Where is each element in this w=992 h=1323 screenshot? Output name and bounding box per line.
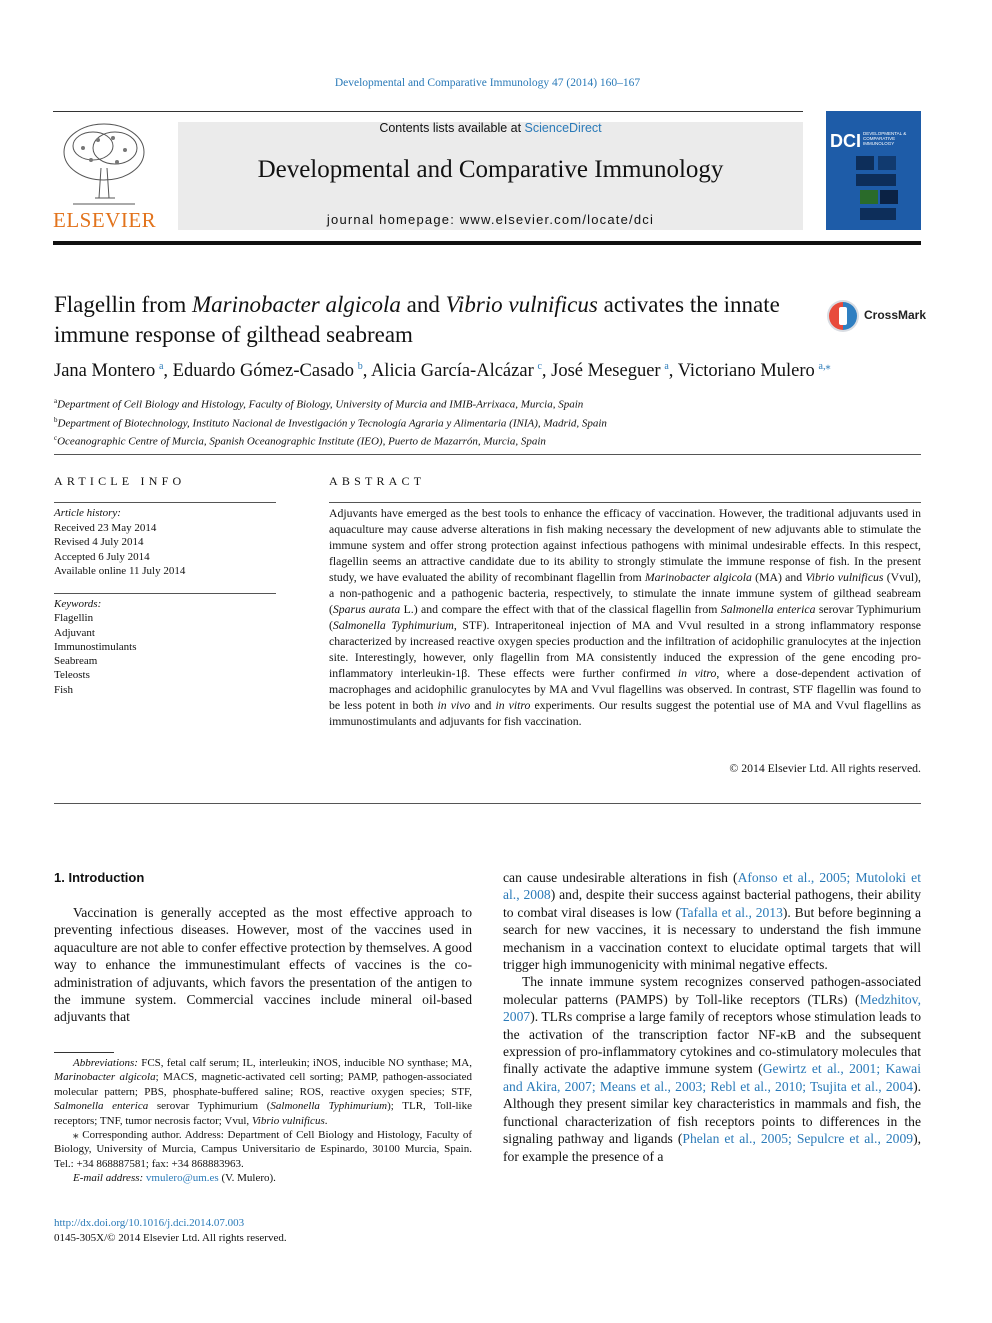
affiliation: $^c$Oceanographic Centre of Murcia, Spanish Oceanographic Institute (IEO), Puerto de Mazarrón, Murcia, Spain (54, 434, 546, 448)
author-affil-sup[interactable]: b (357, 361, 363, 372)
crossmark-label: CrossMark (864, 308, 927, 322)
cover-title: DEVELOPMENTAL & COMPARATIVE IMMUNOLOGY (863, 131, 907, 146)
article-title: Flagellin from Marinobacter algicola and Vibrio vulnificus activates the innate immune response of gilthead seabream (54, 292, 780, 347)
cover-images-icon (856, 156, 916, 226)
abstract-rule (329, 502, 921, 503)
paragraph: The innate immune system recognizes conserved pathogen-associated molecular patterns (PAMPS) by Toll-like receptors (TLRs) (Medzhitov, 2007). TLRs comprise a large family of receptors whose stimulation leads to the activation of the transcription factor NF-κB and the subsequent expression of pro-inflammatory cytokines and co-stimulatory molecules that finally activate the adaptive immune system (Gewirtz et al., 2001; Kawai and Akira, 2007; Means et al., 2003; Rebl et al., 2010; Tsujita et al., 2004). Although they present similar key characteristics in mammals and fish, the functional characterization of fish receptors points to differences in the signaling pathway and ligands (Phelan et al., 2005; Sepulcre et al., 2009), for example the presence of a (503, 974, 921, 1164)
footnotes (54, 1056, 472, 1186)
author: José Meseguer (551, 361, 661, 382)
journal-cover[interactable] (826, 111, 921, 230)
elsevier-tree-icon (53, 118, 155, 208)
author: Alicia García-Alcázar (370, 361, 534, 382)
keyword: Flagellin (54, 612, 94, 625)
affiliation: $^b$Department of Biotechnology, Instituto Nacional de Investigación y Tecnología Agraria y Alimentaria (INIA), Madrid, Spain (54, 415, 607, 430)
history-item: Received 23 May 2014 (54, 521, 157, 534)
article-info-rule (54, 502, 276, 503)
author: Victoriano Mulero (677, 361, 815, 382)
body-column-right (503, 869, 921, 1165)
cover-abbrev: DCI (830, 131, 861, 151)
author-affil-sup[interactable]: a,⁎ (818, 361, 831, 372)
header-thick-rule (53, 241, 921, 245)
author: Eduardo Gómez-Casado (172, 361, 354, 382)
corresponding-footnote: ⁎ Corresponding author. Address: Department of Cell Biology and Histology, Faculty of Biology, University of Murcia, Campus Universitario de Espinardo, 30100 Murcia, Spain. Tel.: +34 868887581; fax: +34 868883963. (54, 1129, 472, 1170)
citation-link[interactable]: Gewirtz et al., 2001; Kawai and Akira, 2007; Means et al., 2003; Rebl et al., 2010; Tsujita et al., 2004 (503, 1061, 921, 1094)
crossmark-icon (826, 298, 860, 334)
elsevier-logo (53, 118, 155, 230)
doi-link[interactable]: http://dx.doi.org/10.1016/j.dci.2014.07.003 (54, 1217, 245, 1229)
citation-link[interactable]: Phelan et al., 2005; Sepulcre et al., 2009 (682, 1131, 914, 1147)
email-link[interactable]: vmulero@um.es (145, 1172, 219, 1185)
abstract-text: Adjuvants have emerged as the best tools to enhance the efficacy of vaccination. However, the traditional adjuvants used in aquaculture may cause adverse alterations in fish making necessary the development of new adjuvants able to stimulate the immune system and offer strong protection against infectious pathogens with minimal undesirable effects. In this respect, flagellin seems an attractive candidate due to its ability to strongly stimulate the immune response of fish. In the present study, we have evaluated the ability of recombinant flagellin from Marinobacter algicola (MA) and Vibrio vulnificus (Vvul), a non-pathogenic and a pathogenic bacteria, respectively, to stimulate the innate immune system of gilthead seabream (Sparus aurata L.) and compare the effect with that of the classical flagellin from Salmonella enterica serovar Typhimurium (Salmonella Typhimurium, STF). Intraperitoneal injection of MA and Vvul resulted in a strong inflammatory response characterized by increased reactive oxygen species production and the infiltration of acidophilic granulocytes at the injection site. Interestingly, however, only flagellin from MA consistently induced the expression of the gene encoding pro-inflammatory interleukin-1β. These effects were further confirmed in vitro, where a dose-dependent activation of macrophages and acidophilic granulocytes by MA and Vvul flagellins was observed. In contrast, STF flagellin was found to be less potent in both in vivo and in vitro experiments. Our results suggest the potential use of MA and Vvul flagellins as immunostimulants and adjuvants for fish vaccination. (329, 507, 921, 728)
citation-link[interactable]: Medzhitov, 2007 (503, 991, 921, 1025)
history-item: Accepted 6 July 2014 (54, 550, 150, 563)
author-affil-sup[interactable]: a (158, 361, 164, 372)
article-history: Article history: Received 23 May 2014 Revised 4 July 2014 Accepted 6 July 2014 Available online 11 July 2014 (54, 506, 276, 579)
citation-link[interactable]: Afonso et al., 2005; Mutoloki et al., 2008 (503, 870, 921, 903)
issn-line: 0145-305X/© 2014 Elsevier Ltd. All rights reserved. (54, 1231, 287, 1244)
section-heading: 1. Introduction (54, 870, 145, 885)
abbreviations-footnote: Abbreviations: FCS, fetal calf serum; IL, interleukin; iNOS, inducible NO synthase; MA, Marinobacter algicola; MACS, magnetic-activated cell sorting; PAMP, pathogen-associated molecular pattern; PBS, phosphate-buffered saline; ROS, reactive oxygen species; STF, Salmonella enterica serovar Typhimurium (Salmonella Typhimurium); TLR, Toll-like receptors; TNF, tumor necrosis factor; Vvul, Vibrio vulnificus. (54, 1057, 472, 1127)
footer (54, 1216, 287, 1245)
keyword: Seabream (54, 655, 98, 668)
author-affil-sup[interactable]: c (537, 361, 542, 372)
abstract-copyright: © 2014 Elsevier Ltd. All rights reserved. (729, 762, 921, 775)
crossmark-badge[interactable] (826, 298, 926, 334)
keywords: Keywords: Flagellin Adjuvant Immunostimulants Seabream Teleosts Fish (54, 597, 276, 697)
section-rule (54, 454, 921, 455)
abstract-heading: ABSTRACT (329, 474, 426, 488)
affiliations (54, 394, 934, 450)
paragraph: can cause undesirable alterations in fish (Afonso et al., 2005; Mutoloki et al., 2008) and, despite their success against bacterial pathogens, their ability to combat viral diseases is low (Tafalla et al., 2013). But before beginning a search for new vaccines, it is necessary to understand the fish immune mechanism in a vaccination context to elucidate optimal targets that will trigger high immunogenicity with minimal negative effects. (503, 870, 921, 973)
elsevier-wordmark: ELSEVIER (53, 208, 157, 232)
article-info-heading: ARTICLE INFO (54, 474, 186, 488)
citation-link[interactable]: Tafalla et al., 2013 (680, 904, 783, 920)
header-rule (53, 111, 803, 112)
homepage-link[interactable]: www.elsevier.com/locate/dci (459, 212, 655, 227)
section-rule (54, 803, 921, 804)
body-column-left (54, 904, 472, 1026)
journal-homepage: journal homepage: www.elsevier.com/locate/dci (326, 212, 655, 227)
keywords-rule (54, 593, 276, 594)
affiliation: $^a$Department of Cell Biology and Histology, Faculty of Biology, University of Murcia and IMIB-Arrixaca, Murcia, Spain (54, 397, 584, 411)
sciencedirect-link[interactable]: ScienceDirect (524, 121, 602, 135)
author: Jana Montero (54, 361, 156, 382)
history-item: Available online 11 July 2014 (54, 565, 186, 577)
keyword: Teleosts (54, 669, 90, 682)
paragraph: Vaccination is generally accepted as the most effective approach to preventing infectious diseases. However, most of the vaccines used in aquaculture are not able to confer effective protection by themselves. A good way to enhance the immunestimulant effects of vaccines is the co-administration of adjuvants, which favors the presentation of the antigen to the immune system. Commercial vaccines include mineral oil-based adjuvants that (54, 905, 472, 1025)
author-list: Jana Montero $^a$, Eduardo Gómez-Casado $^b$, Alicia García-Alcázar $^c$, José Meseguer $^a$, Victoriano Mulero $^{a,⁎}$ (54, 361, 831, 382)
author-affil-sup[interactable]: a (664, 361, 669, 372)
keyword: Fish (54, 683, 73, 696)
footnote-rule (54, 1052, 114, 1053)
journal-citation[interactable]: Developmental and Comparative Immunology 47 (2014) 160–167 (334, 77, 641, 89)
history-item: Revised 4 July 2014 (54, 536, 144, 548)
keyword: Adjuvant (54, 626, 95, 639)
email-footnote: E-mail address: vmulero@um.es (V. Mulero). (73, 1172, 276, 1185)
journal-name: Developmental and Comparative Immunology (257, 156, 724, 183)
contents-line: Contents lists available at ScienceDirect (379, 121, 602, 135)
keyword: Immunostimulants (54, 640, 137, 653)
